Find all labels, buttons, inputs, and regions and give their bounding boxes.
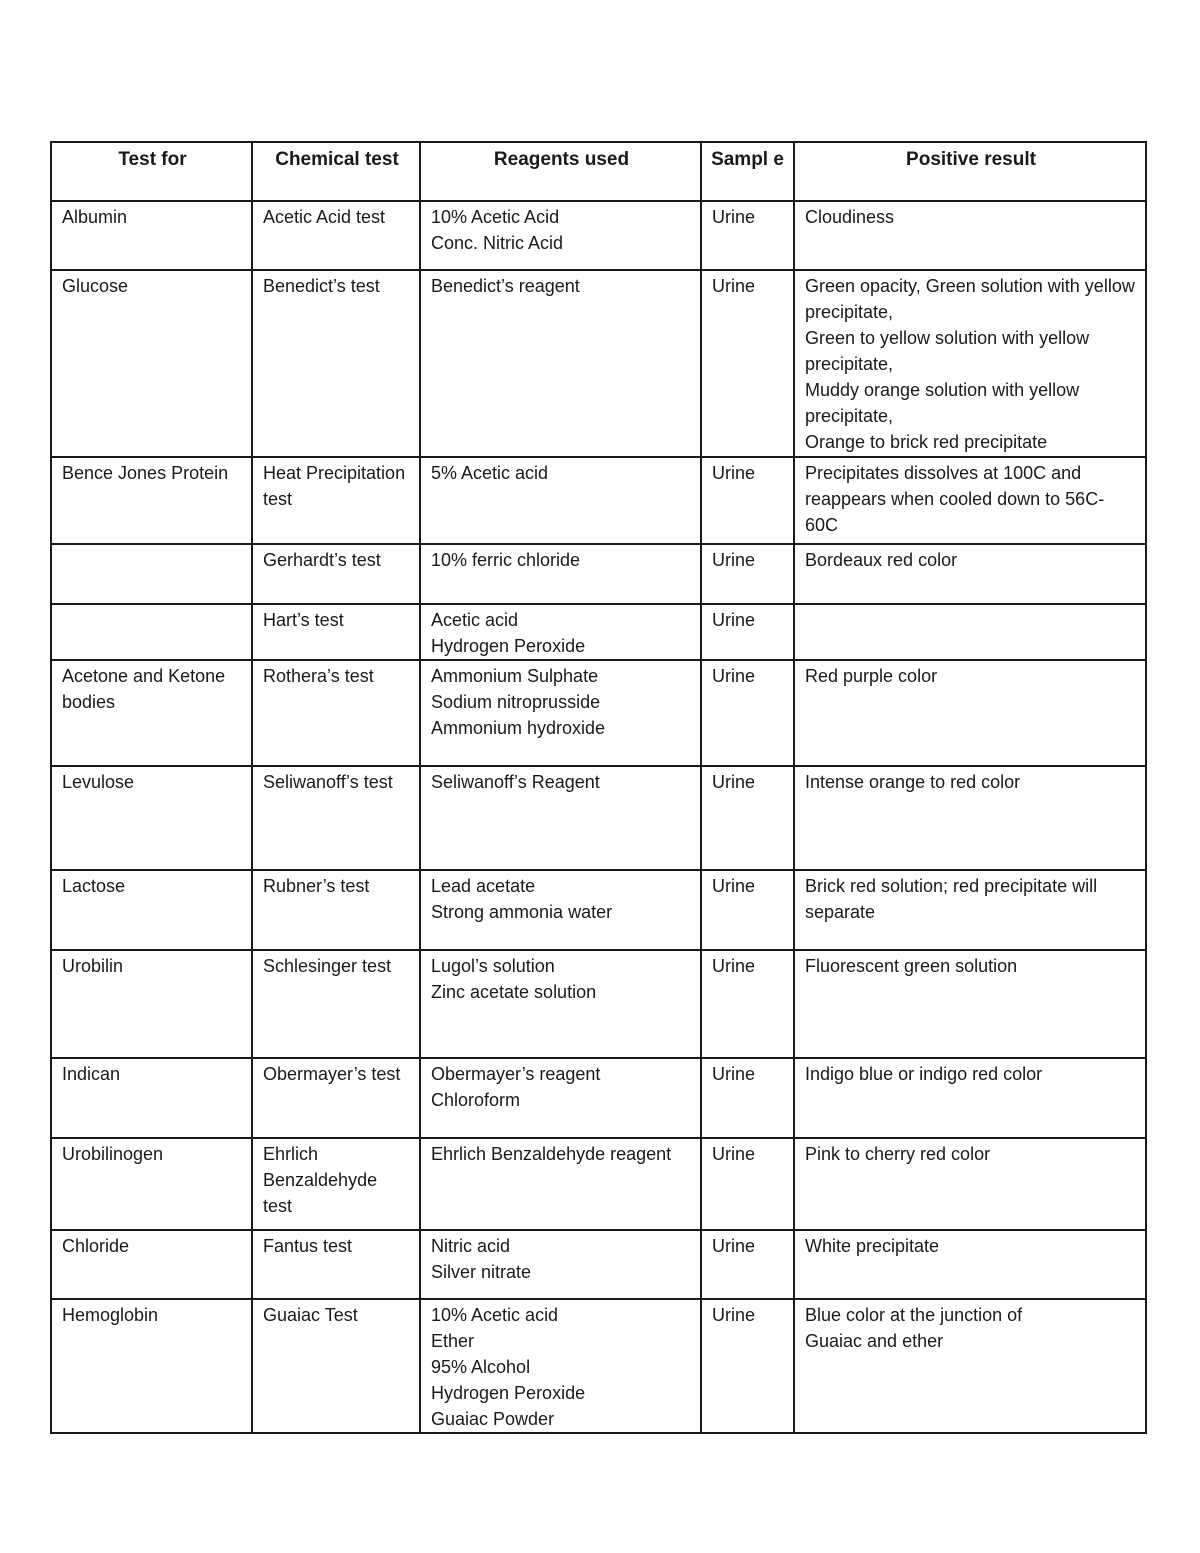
cell-reagents-line: Strong ammonia water [431, 902, 613, 922]
cell-sample: Urine [701, 1230, 794, 1299]
cell-sample: Urine [701, 766, 794, 870]
cell-sample: Urine [701, 270, 794, 457]
cell-sample: Urine [701, 1299, 794, 1433]
cell-positive-result [794, 660, 1146, 766]
header-reagents-used: Reagents used [420, 142, 701, 201]
table-row [51, 457, 1146, 544]
cell-chemical-test: Schlesinger test [252, 950, 420, 1058]
table-row [51, 870, 1146, 950]
cell-test-for [51, 604, 252, 660]
cell-reagents [420, 457, 701, 544]
cell-positive-result-line: Guaiac and ether [805, 1331, 944, 1351]
cell-sample: Urine [701, 660, 794, 766]
cell-chemical-test: Acetic Acid test [252, 201, 420, 270]
cell-reagents-line: Ammonium hydroxide [431, 718, 606, 738]
cell-reagents [420, 870, 701, 950]
cell-reagents-line: Conc. Nitric Acid [431, 233, 564, 253]
table-body [51, 201, 1146, 1433]
cell-test-for: Bence Jones Protein [51, 457, 252, 544]
table-row [51, 660, 1146, 766]
cell-sample: Urine [701, 544, 794, 604]
cell-test-for: Glucose [51, 270, 252, 457]
cell-reagents-line: 10% Acetic Acid [431, 207, 560, 227]
cell-reagents [420, 1230, 701, 1299]
cell-chemical-test: Rubner’s test [252, 870, 420, 950]
cell-positive-result [794, 270, 1146, 457]
cell-reagents [420, 604, 701, 660]
cell-sample: Urine [701, 604, 794, 660]
header-row [51, 142, 1146, 201]
cell-reagents-line: 10% Acetic acid [431, 1305, 559, 1325]
cell-test-for [51, 544, 252, 604]
cell-reagents-line: Nitric acid [431, 1236, 511, 1256]
cell-positive-result-line: Brick red solution; red precipitate will separate [805, 876, 1098, 922]
cell-reagents-line: Hydrogen Peroxide [431, 636, 586, 656]
cell-reagents-line: Lugol’s solution [431, 956, 555, 976]
cell-positive-result-line: Muddy orange solution with yellow precipitate, [805, 380, 1080, 426]
table-row [51, 270, 1146, 457]
cell-reagents [420, 544, 701, 604]
cell-reagents [420, 766, 701, 870]
cell-positive-result [794, 544, 1146, 604]
cell-positive-result-line: Pink to cherry red color [805, 1144, 991, 1164]
cell-positive-result [794, 1299, 1146, 1433]
header-positive-result: Positive result [794, 142, 1146, 201]
cell-sample: Urine [701, 457, 794, 544]
cell-reagents-line: Hydrogen Peroxide [431, 1383, 586, 1403]
cell-reagents-line: Sodium nitroprusside [431, 692, 601, 712]
cell-sample: Urine [701, 1058, 794, 1138]
cell-reagents [420, 270, 701, 457]
cell-reagents [420, 1299, 701, 1433]
cell-reagents-line: Ammonium Sulphate [431, 666, 599, 686]
cell-test-for: Levulose [51, 766, 252, 870]
cell-test-for: Hemoglobin [51, 1299, 252, 1433]
cell-reagents-line: Chloroform [431, 1090, 521, 1110]
cell-positive-result [794, 766, 1146, 870]
cell-reagents-line: 10% ferric chloride [431, 550, 581, 570]
cell-positive-result-line: Blue color at the junction of [805, 1305, 1023, 1325]
cell-chemical-test: Ehrlich Benzaldehyde test [252, 1138, 420, 1230]
cell-sample: Urine [701, 950, 794, 1058]
table-row [51, 950, 1146, 1058]
cell-reagents [420, 201, 701, 270]
cell-positive-result-line: Cloudiness [805, 207, 895, 227]
cell-positive-result-line: Green opacity, Green solution with yellow precipitate, [805, 276, 1135, 322]
cell-chemical-test: Fantus test [252, 1230, 420, 1299]
cell-positive-result [794, 950, 1146, 1058]
cell-positive-result [794, 1138, 1146, 1230]
cell-positive-result-line: Fluorescent green solution [805, 956, 1018, 976]
cell-reagents-line: 5% Acetic acid [431, 463, 549, 483]
cell-reagents-line: Obermayer’s reagent [431, 1064, 601, 1084]
table-row [51, 1058, 1146, 1138]
cell-reagents-line: Lead acetate [431, 876, 536, 896]
cell-positive-result [794, 457, 1146, 544]
cell-positive-result-line: Precipitates dissolves at 100C and reappears when cooled down to 56C-60C [805, 463, 1105, 535]
cell-positive-result [794, 201, 1146, 270]
cell-reagents [420, 950, 701, 1058]
cell-test-for: Urobilin [51, 950, 252, 1058]
cell-reagents-line: Ehrlich Benzaldehyde reagent [431, 1144, 672, 1164]
table-row [51, 201, 1146, 270]
cell-reagents-line: Benedict’s reagent [431, 276, 580, 296]
cell-test-for: Albumin [51, 201, 252, 270]
cell-chemical-test: Gerhardt’s test [252, 544, 420, 604]
cell-sample: Urine [701, 1138, 794, 1230]
cell-positive-result-line: Indigo blue or indigo red color [805, 1064, 1043, 1084]
cell-chemical-test: Hart’s test [252, 604, 420, 660]
header-chemical-test: Chemical test [252, 142, 420, 201]
urinalysis-tests-table [50, 141, 1147, 1434]
cell-test-for: Acetone and Ketone bodies [51, 660, 252, 766]
cell-reagents-line: Acetic acid [431, 610, 519, 630]
cell-chemical-test: Heat Precipitation test [252, 457, 420, 544]
cell-reagents-line: Silver nitrate [431, 1262, 532, 1282]
cell-positive-result [794, 1230, 1146, 1299]
table-row [51, 1138, 1146, 1230]
cell-positive-result-line: Intense orange to red color [805, 772, 1021, 792]
table-row [51, 604, 1146, 660]
cell-positive-result-line: White precipitate [805, 1236, 940, 1256]
cell-chemical-test: Obermayer’s test [252, 1058, 420, 1138]
cell-test-for: Indican [51, 1058, 252, 1138]
cell-chemical-test: Seliwanoff’s test [252, 766, 420, 870]
cell-positive-result-line: Bordeaux red color [805, 550, 958, 570]
cell-chemical-test: Benedict’s test [252, 270, 420, 457]
cell-reagents-line: 95% Alcohol [431, 1357, 531, 1377]
cell-reagents-line: Zinc acetate solution [431, 982, 597, 1002]
cell-sample: Urine [701, 201, 794, 270]
header-sample: Sampl e [701, 142, 794, 201]
table-row [51, 544, 1146, 604]
cell-positive-result-line: Red purple color [805, 666, 938, 686]
cell-test-for: Chloride [51, 1230, 252, 1299]
cell-test-for: Lactose [51, 870, 252, 950]
cell-positive-result [794, 870, 1146, 950]
cell-positive-result-line: Green to yellow solution with yellow precipitate, [805, 328, 1090, 374]
cell-reagents [420, 1138, 701, 1230]
cell-sample: Urine [701, 870, 794, 950]
table-row [51, 1299, 1146, 1433]
header-test-for: Test for [51, 142, 252, 201]
cell-chemical-test: Rothera’s test [252, 660, 420, 766]
cell-reagents-line: Ether [431, 1331, 475, 1351]
cell-reagents-line: Guaiac Powder [431, 1409, 555, 1429]
cell-chemical-test: Guaiac Test [252, 1299, 420, 1433]
cell-positive-result [794, 1058, 1146, 1138]
cell-test-for: Urobilinogen [51, 1138, 252, 1230]
table-row [51, 1230, 1146, 1299]
cell-reagents [420, 660, 701, 766]
cell-reagents [420, 1058, 701, 1138]
cell-positive-result-line: Orange to brick red precipitate [805, 432, 1048, 452]
table-row [51, 766, 1146, 870]
cell-reagents-line: Seliwanoff’s Reagent [431, 772, 600, 792]
cell-positive-result [794, 604, 1146, 660]
